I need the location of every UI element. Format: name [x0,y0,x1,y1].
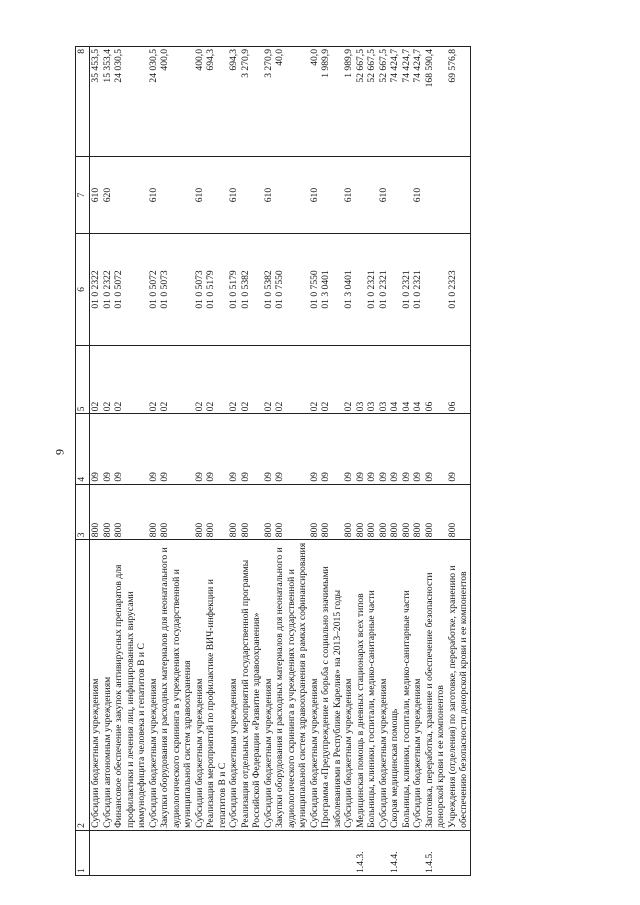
ministry-code-cell: 800 [228,484,240,540]
description-cell: Больницы, клиники, госпитали, медико-санитарные части [401,540,413,831]
description-cell: Заготовка, переработка, хранение и обеспечение безопасности донорской крови и ее компонентов [424,540,447,831]
section-number-cell [447,830,471,875]
target-article-cell [389,233,401,345]
subsection-code-cell: 02 [263,346,275,414]
column-header-6: 6 [76,233,90,345]
amount-cell: 40,0 [274,47,309,157]
budget-table [75,46,471,876]
table-row [355,47,367,876]
section-code-cell: 09 [355,414,367,484]
subsection-code-cell: 02 [113,346,148,414]
table-row [389,47,401,876]
ministry-code-cell: 800 [389,484,401,540]
expense-type-cell: 610 [343,157,355,234]
section-number-cell [309,830,321,875]
target-article-cell: 01 0 5179 [228,233,240,345]
ministry-code-cell: 800 [320,484,343,540]
amount-cell: 74 424,7 [412,47,424,157]
page-number: 9 [52,449,67,455]
table-row [320,47,343,876]
target-article-cell: 01 3 0401 [320,233,343,345]
section-number-cell [240,830,263,875]
expense-type-cell [320,157,343,234]
amount-cell: 52 667,5 [378,47,390,157]
section-number-cell [148,830,160,875]
expense-type-cell: 610 [309,157,321,234]
table-row [113,47,148,876]
target-article-cell: 01 0 2321 [366,233,378,345]
column-header-8: 8 [76,47,90,157]
subsection-code-cell: 06 [447,346,471,414]
expense-type-cell: 610 [263,157,275,234]
ministry-code-cell: 800 [378,484,390,540]
amount-cell: 52 667,5 [366,47,378,157]
section-number-cell [194,830,206,875]
target-article-cell: 01 0 5072 [113,233,148,345]
description-cell: Субсидии автономным учреждениям [102,540,114,831]
target-article-cell: 01 0 5179 [205,233,228,345]
target-article-cell: 01 0 5072 [148,233,160,345]
table-row [343,47,355,876]
amount-cell: 74 424,7 [401,47,413,157]
section-number-cell [343,830,355,875]
target-article-cell: 01 0 2321 [378,233,390,345]
section-code-cell: 09 [401,414,413,484]
amount-cell: 52 667,5 [355,47,367,157]
expense-type-cell: 610 [228,157,240,234]
table-row [102,47,114,876]
ministry-code-cell: 800 [205,484,228,540]
amount-cell: 400,0 [159,47,194,157]
section-code-cell: 09 [366,414,378,484]
table-row [401,47,413,876]
section-code-cell: 09 [309,414,321,484]
table-row [366,47,378,876]
section-code-cell: 09 [320,414,343,484]
section-number-cell: 1.4.3. [355,830,367,875]
table-row [228,47,240,876]
amount-cell: 69 576,8 [447,47,471,157]
table-row [159,47,194,876]
expense-type-cell [355,157,367,234]
amount-cell: 3 270,9 [263,47,275,157]
subsection-code-cell: 03 [355,346,367,414]
description-cell: Закупки оборудования и расходных материалов для неонатального и аудиологического скрининга в учреждениях государственной и муниципальной систем здравоохранения в рамках софинансирования [274,540,309,831]
section-number-cell [228,830,240,875]
target-article-cell: 01 0 2322 [102,233,114,345]
expense-type-cell: 610 [378,157,390,234]
target-article-cell: 01 0 7550 [309,233,321,345]
target-article-cell [355,233,367,345]
table-row [309,47,321,876]
expense-type-cell: 620 [102,157,114,234]
ministry-code-cell: 800 [447,484,471,540]
expense-type-cell [240,157,263,234]
expense-type-cell [113,157,148,234]
amount-cell: 1 989,9 [320,47,343,157]
section-number-cell [378,830,390,875]
section-number-cell [205,830,228,875]
section-number-cell [90,830,102,875]
description-cell: Учреждения (отделения) по заготовке, переработке, хранению и обеспечению безопасности донорской крови и ее компонентов [447,540,471,831]
subsection-code-cell: 04 [412,346,424,414]
rotated-page-content [75,46,615,876]
ministry-code-cell: 800 [148,484,160,540]
ministry-code-cell: 800 [412,484,424,540]
table-row [447,47,471,876]
expense-type-cell [389,157,401,234]
expense-type-cell [159,157,194,234]
section-number-cell [320,830,343,875]
table-header-row [76,47,90,876]
expense-type-cell [424,157,447,234]
section-number-cell [401,830,413,875]
subsection-code-cell: 02 [274,346,309,414]
description-cell: Скорая медицинская помощь [389,540,401,831]
target-article-cell: 01 0 5382 [240,233,263,345]
target-article-cell: 01 0 2322 [90,233,102,345]
expense-type-cell: 610 [412,157,424,234]
description-cell: Реализация отдельных мероприятий государственной программы Российской Федерации «Развитие здравоохранения» [240,540,263,831]
description-cell: Субсидии бюджетным учреждениям [228,540,240,831]
section-code-cell: 09 [343,414,355,484]
section-code-cell: 09 [447,414,471,484]
target-article-cell: 01 0 5382 [263,233,275,345]
ministry-code-cell: 800 [343,484,355,540]
amount-cell: 40,0 [309,47,321,157]
section-code-cell: 09 [90,414,102,484]
ministry-code-cell: 800 [263,484,275,540]
description-cell: Медицинская помощь в дневных стационарах всех типов [355,540,367,831]
ministry-code-cell: 800 [113,484,148,540]
column-header-7: 7 [76,157,90,234]
section-number-cell [113,830,148,875]
description-cell: Финансовое обеспечение закупок антивирусных препаратов для профилактики и лечения лиц, инфицированных вирусами иммунодефицита человека и гепатитов В и С [113,540,148,831]
amount-cell: 24 030,5 [113,47,148,157]
section-number-cell [102,830,114,875]
table-row [424,47,447,876]
column-header-2: 2 [76,540,90,831]
table-row [412,47,424,876]
section-code-cell: 09 [274,414,309,484]
section-code-cell: 09 [113,414,148,484]
section-code-cell: 09 [263,414,275,484]
amount-cell: 168 590,4 [424,47,447,157]
subsection-code-cell: 02 [159,346,194,414]
table-row [194,47,206,876]
table-row [240,47,263,876]
table-row [274,47,309,876]
amount-cell: 15 353,4 [102,47,114,157]
subsection-code-cell: 06 [424,346,447,414]
expense-type-cell [447,157,471,234]
subsection-code-cell: 03 [378,346,390,414]
amount-cell: 1 989,9 [343,47,355,157]
amount-cell: 24 030,5 [148,47,160,157]
amount-cell: 3 270,9 [240,47,263,157]
expense-type-cell [274,157,309,234]
subsection-code-cell: 02 [194,346,206,414]
section-code-cell: 09 [424,414,447,484]
section-code-cell: 09 [194,414,206,484]
expense-type-cell [366,157,378,234]
subsection-code-cell: 02 [240,346,263,414]
table-row [205,47,228,876]
amount-cell: 694,3 [228,47,240,157]
subsection-code-cell: 02 [148,346,160,414]
amount-cell: 74 424,7 [389,47,401,157]
ministry-code-cell: 800 [424,484,447,540]
subsection-code-cell: 02 [205,346,228,414]
section-number-cell [263,830,275,875]
column-header-3: 3 [76,484,90,540]
section-number-cell [159,830,194,875]
section-code-cell: 09 [240,414,263,484]
ministry-code-cell: 800 [159,484,194,540]
column-header-4: 4 [76,414,90,484]
section-code-cell: 09 [205,414,228,484]
description-cell: Субсидии бюджетным учреждениям [412,540,424,831]
section-number-cell: 1.4.5. [424,830,447,875]
section-code-cell: 09 [378,414,390,484]
subsection-code-cell: 02 [343,346,355,414]
description-cell: Субсидии бюджетным учреждениям [263,540,275,831]
section-code-cell: 09 [228,414,240,484]
expense-type-cell [205,157,228,234]
expense-type-cell [401,157,413,234]
ministry-code-cell: 800 [274,484,309,540]
subsection-code-cell: 04 [389,346,401,414]
subsection-code-cell: 04 [401,346,413,414]
expense-type-cell: 610 [194,157,206,234]
description-cell: Субсидии бюджетным учреждениям [148,540,160,831]
description-cell: Реализация мероприятий по профилактике ВИЧ-инфекции и гепатитов В и С [205,540,228,831]
subsection-code-cell: 02 [320,346,343,414]
target-article-cell: 01 0 5073 [194,233,206,345]
ministry-code-cell: 800 [90,484,102,540]
amount-cell: 35 453,5 [90,47,102,157]
table-body [90,47,471,876]
target-article-cell: 01 3 0401 [343,233,355,345]
table-row [90,47,102,876]
ministry-code-cell: 800 [401,484,413,540]
ministry-code-cell: 800 [194,484,206,540]
section-code-cell: 09 [389,414,401,484]
section-code-cell: 09 [412,414,424,484]
description-cell: Субсидии бюджетным учреждениям [90,540,102,831]
description-cell: Субсидии бюджетным учреждениям [194,540,206,831]
subsection-code-cell: 02 [228,346,240,414]
description-cell: Субсидии бюджетным учреждениям [309,540,321,831]
expense-type-cell: 610 [148,157,160,234]
section-code-cell: 09 [148,414,160,484]
section-code-cell: 09 [102,414,114,484]
target-article-cell [424,233,447,345]
column-header-1: 1 [76,830,90,875]
ministry-code-cell: 800 [240,484,263,540]
target-article-cell: 01 0 2321 [412,233,424,345]
column-header-5: 5 [76,346,90,414]
section-code-cell: 09 [159,414,194,484]
description-cell: Закупки оборудования и расходных материалов для неонатального и аудиологического скрининга в учреждениях государственной и муниципальной систем здравоохранения [159,540,194,831]
description-cell: Больницы, клиники, госпитали, медико-санитарные части [366,540,378,831]
table-row [263,47,275,876]
ministry-code-cell: 800 [366,484,378,540]
subsection-code-cell: 02 [309,346,321,414]
target-article-cell: 01 0 2321 [401,233,413,345]
subsection-code-cell: 02 [90,346,102,414]
ministry-code-cell: 800 [355,484,367,540]
target-article-cell: 01 0 2323 [447,233,471,345]
expense-type-cell: 610 [90,157,102,234]
description-cell: Субсидии бюджетным учреждениям [378,540,390,831]
target-article-cell: 01 0 7550 [274,233,309,345]
description-cell: Программа «Предупреждение и борьба с социально значимыми заболеваниями в Республике Карелия» на 2013–2015 годы [320,540,343,831]
section-number-cell: 1.4.4. [389,830,401,875]
target-article-cell: 01 0 5073 [159,233,194,345]
table-row [378,47,390,876]
section-number-cell [366,830,378,875]
amount-cell: 400,0 [194,47,206,157]
ministry-code-cell: 800 [309,484,321,540]
description-cell: Субсидии бюджетным учреждениям [343,540,355,831]
subsection-code-cell: 02 [102,346,114,414]
amount-cell: 694,3 [205,47,228,157]
subsection-code-cell: 03 [366,346,378,414]
ministry-code-cell: 800 [102,484,114,540]
table-row [148,47,160,876]
section-number-cell [274,830,309,875]
section-number-cell [412,830,424,875]
